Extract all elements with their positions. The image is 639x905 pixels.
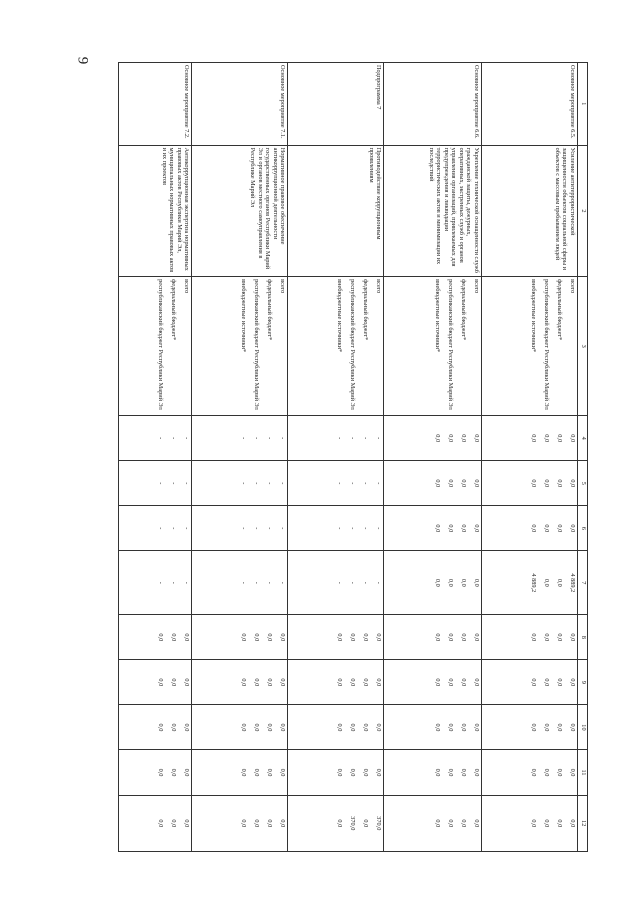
amount-value: 0,0 — [543, 434, 550, 443]
amount-value: 0,0 — [446, 723, 454, 732]
amount-value: - — [183, 437, 191, 440]
amount-value: 0,0 — [433, 524, 441, 533]
amount-value: 0,0 — [472, 768, 480, 777]
amount-value: 0,0 — [569, 723, 576, 732]
amount-value: 0,0 — [556, 578, 563, 587]
amount-value: - — [336, 527, 344, 530]
column-header: 10 — [578, 705, 588, 750]
amount-value: 0,0 — [253, 819, 261, 828]
amount-value: - — [170, 581, 178, 584]
amount-cell — [192, 750, 288, 795]
amount-value: - — [362, 527, 370, 530]
program-title-cell: Противодействие коррупционным проявлениям — [288, 145, 384, 277]
funding-source-cell — [119, 277, 192, 416]
amount-cell — [384, 551, 481, 615]
amount-value: 0,0 — [472, 578, 480, 587]
amount-value: 0,0 — [279, 723, 287, 732]
funding-source-name: федеральный бюджет* — [362, 279, 370, 341]
amount-value: - — [266, 482, 274, 485]
amount-cell — [288, 461, 384, 506]
amount-value: 0,0 — [183, 633, 191, 642]
amount-value: 0,0 — [253, 768, 261, 777]
amount-cell — [288, 615, 384, 660]
amount-value: 0,0 — [556, 524, 563, 533]
amount-value: - — [240, 482, 248, 485]
amount-cell — [481, 795, 577, 851]
amount-cell — [481, 750, 577, 795]
amount-value: - — [266, 437, 274, 440]
amount-value: 0,0 — [459, 633, 467, 642]
amount-value: - — [336, 482, 344, 485]
amount-value: 0,0 — [459, 678, 467, 687]
table-row — [481, 63, 577, 852]
amount-cell — [288, 660, 384, 705]
column-header: 12 — [578, 795, 588, 851]
table-header — [578, 63, 588, 852]
amount-value: 0,0 — [157, 633, 165, 642]
amount-value: 0,0 — [336, 768, 344, 777]
amount-value: - — [336, 437, 344, 440]
amount-value: 0,0 — [556, 678, 563, 687]
program-code-cell: Подпрограмма 7 — [288, 63, 384, 146]
amount-value: 0,0 — [375, 768, 383, 777]
program-code-cell: Основное мероприятие 7.2. — [119, 63, 192, 146]
amount-value: - — [349, 482, 357, 485]
amount-cell — [288, 416, 384, 461]
funding-source-name: федеральный бюджет* — [170, 279, 178, 341]
amount-value: 0,0 — [472, 678, 480, 687]
amount-value: 0,0 — [336, 678, 344, 687]
amount-value: - — [157, 527, 165, 530]
program-code-cell: Основное мероприятие 7.1. — [192, 63, 288, 146]
amount-cell — [288, 506, 384, 551]
amount-cell — [119, 416, 192, 461]
column-header: 9 — [578, 660, 588, 705]
amount-value: 0,0 — [472, 633, 480, 642]
funding-source-cell — [288, 277, 384, 416]
amount-value: 0,0 — [375, 723, 383, 732]
amount-value: - — [279, 437, 287, 440]
amount-value: - — [170, 482, 178, 485]
program-title-cell: Антикоррупционная экспертиза нормативных правовых актов Республики Марий Эл, муниципальных нормативных правовых актов и их проектов — [119, 145, 192, 277]
amount-value: 0,0 — [253, 678, 261, 687]
program-code-cell: Основное мероприятие 6.5. — [481, 63, 577, 146]
amount-value: 0,0 — [362, 768, 370, 777]
amount-value: 0,0 — [459, 578, 467, 587]
funding-source-name: внебюджетные источники* — [530, 279, 537, 353]
program-title-cell: Укрепление технической оснащенности служб гражданской защиты, дежурных, оперативных, экстренных служб и органов управления организаций, привлекаемых для предупреждения и ликвидации террористических актов и минимизации их последствий — [384, 145, 481, 277]
amount-value: - — [170, 527, 178, 530]
amount-cell — [481, 551, 577, 615]
amount-value: 0,0 — [543, 819, 550, 828]
amount-value: 0,0 — [543, 633, 550, 642]
column-header: 11 — [578, 750, 588, 795]
funding-source-name: всего — [472, 279, 480, 294]
amount-value: 0,0 — [556, 633, 563, 642]
amount-value: 0,0 — [240, 723, 248, 732]
amount-cell — [119, 615, 192, 660]
amount-value: 4 889,2 — [569, 573, 576, 593]
amount-value: - — [253, 437, 261, 440]
funding-table — [118, 62, 588, 852]
amount-value: 0,0 — [170, 768, 178, 777]
amount-value: 0,0 — [253, 723, 261, 732]
amount-cell — [384, 795, 481, 851]
table-row — [288, 63, 384, 852]
amount-value: 0,0 — [433, 578, 441, 587]
amount-value: - — [183, 482, 191, 485]
amount-value: 0,0 — [446, 434, 454, 443]
amount-cell — [384, 506, 481, 551]
amount-value: 0,0 — [459, 819, 467, 828]
amount-value: - — [240, 437, 248, 440]
amount-value: 0,0 — [183, 723, 191, 732]
amount-value: 0,0 — [266, 768, 274, 777]
program-code-cell: Основное мероприятие 6.6. — [384, 63, 481, 146]
amount-value: - — [170, 437, 178, 440]
funding-source-name: федеральный бюджет* — [459, 279, 467, 341]
amount-value: 0,0 — [336, 723, 344, 732]
amount-value: - — [362, 437, 370, 440]
amount-value: 0,0 — [530, 819, 537, 828]
funding-source-name: республиканский бюджет Республики Марий Эл — [157, 279, 165, 410]
amount-value: - — [375, 581, 383, 584]
amount-value: 0,0 — [472, 434, 480, 443]
amount-cell — [481, 461, 577, 506]
amount-cell — [384, 750, 481, 795]
amount-value: 0,0 — [446, 819, 454, 828]
amount-value: 0,0 — [349, 633, 357, 642]
amount-cell — [119, 551, 192, 615]
amount-cell — [288, 705, 384, 750]
amount-value: - — [253, 527, 261, 530]
amount-value: - — [375, 527, 383, 530]
amount-value: 0,0 — [433, 678, 441, 687]
amount-value: 0,0 — [569, 434, 576, 443]
amount-value: - — [183, 581, 191, 584]
funding-source-name: всего — [183, 279, 191, 294]
amount-cell — [119, 750, 192, 795]
funding-source-cell — [481, 277, 577, 416]
amount-cell — [192, 660, 288, 705]
amount-value: 0,0 — [349, 678, 357, 687]
column-header: 5 — [578, 461, 588, 506]
amount-value: 0,0 — [279, 633, 287, 642]
amount-cell — [481, 615, 577, 660]
funding-source-name: республиканский бюджет Республики Марий Эл — [446, 279, 454, 410]
amount-value: - — [157, 581, 165, 584]
amount-value: 0,0 — [362, 678, 370, 687]
amount-value: 0,0 — [279, 819, 287, 828]
amount-value: - — [253, 581, 261, 584]
amount-value: - — [375, 482, 383, 485]
funding-source-name: федеральный бюджет* — [266, 279, 274, 341]
funding-source-name: республиканский бюджет Республики Марий Эл — [543, 279, 550, 410]
amount-value: 0,0 — [266, 678, 274, 687]
amount-cell — [192, 461, 288, 506]
amount-value: 0,0 — [569, 633, 576, 642]
page-number: 9 — [74, 56, 91, 65]
amount-value: 0,0 — [362, 723, 370, 732]
amount-value: 0,0 — [253, 633, 261, 642]
amount-cell — [119, 461, 192, 506]
amount-value: 0,0 — [336, 819, 344, 828]
program-title-cell: Усиление антитеррористической защищенности объектов социальной сферы и объектов с массовым пребыванием людей — [481, 145, 577, 277]
amount-cell — [384, 416, 481, 461]
amount-value: - — [183, 527, 191, 530]
amount-value: 0,0 — [266, 819, 274, 828]
funding-source-name: внебюджетные источники* — [240, 279, 248, 353]
amount-value: 0,0 — [362, 819, 370, 828]
amount-value: - — [362, 581, 370, 584]
funding-source-name: федеральный бюджет* — [556, 279, 563, 341]
amount-value: 0,0 — [472, 723, 480, 732]
amount-value: 0,0 — [472, 819, 480, 828]
amount-value: 0,0 — [157, 723, 165, 732]
amount-value: 0,0 — [459, 524, 467, 533]
funding-source-name: всего — [279, 279, 287, 294]
funding-source-name: внебюджетные источники* — [433, 279, 441, 353]
amount-value: 0,0 — [349, 723, 357, 732]
amount-value: - — [240, 581, 248, 584]
amount-cell — [119, 705, 192, 750]
amount-cell — [288, 795, 384, 851]
amount-value: 0,0 — [569, 678, 576, 687]
amount-cell — [119, 506, 192, 551]
amount-cell — [481, 506, 577, 551]
amount-value: - — [362, 482, 370, 485]
amount-value: 0,0 — [543, 578, 550, 587]
amount-value: 0,0 — [157, 819, 165, 828]
amount-value: - — [349, 581, 357, 584]
column-header: 3 — [578, 277, 588, 416]
amount-value: 0,0 — [446, 768, 454, 777]
amount-value: 0,0 — [556, 768, 563, 777]
amount-value: - — [266, 527, 274, 530]
amount-value: 0,0 — [240, 819, 248, 828]
amount-value: - — [336, 581, 344, 584]
amount-value: 0,0 — [266, 633, 274, 642]
amount-value: 0,0 — [336, 633, 344, 642]
column-header: 6 — [578, 506, 588, 551]
amount-value: 0,0 — [279, 768, 287, 777]
funding-source-cell — [192, 277, 288, 416]
amount-value: 0,0 — [170, 723, 178, 732]
amount-value: 0,0 — [543, 678, 550, 687]
amount-value: 0,0 — [556, 479, 563, 488]
header-row — [578, 63, 588, 852]
amount-value: 0,0 — [446, 678, 454, 687]
amount-value: 0,0 — [375, 678, 383, 687]
amount-value: 0,0 — [530, 434, 537, 443]
amount-value: 0,0 — [433, 768, 441, 777]
amount-value: 0,0 — [556, 723, 563, 732]
amount-cell — [384, 615, 481, 660]
amount-value: 0,0 — [170, 819, 178, 828]
funding-source-cell — [384, 277, 481, 416]
column-header: 4 — [578, 416, 588, 461]
amount-value: - — [253, 482, 261, 485]
funding-source-name: республиканский бюджет Республики Марий Эл — [349, 279, 357, 410]
amount-value: 0,0 — [530, 768, 537, 777]
amount-cell — [384, 660, 481, 705]
amount-value: - — [279, 482, 287, 485]
amount-cell — [119, 660, 192, 705]
amount-value: 0,0 — [157, 768, 165, 777]
amount-cell — [192, 795, 288, 851]
amount-value: 4 889,2 — [530, 573, 537, 593]
amount-value: 0,0 — [157, 678, 165, 687]
amount-cell — [192, 506, 288, 551]
amount-value: 0,0 — [240, 678, 248, 687]
amount-value: 0,0 — [446, 524, 454, 533]
amount-value: 0,0 — [459, 723, 467, 732]
amount-value: - — [240, 527, 248, 530]
amount-value: 0,0 — [543, 524, 550, 533]
amount-value: 0,0 — [183, 768, 191, 777]
amount-value: - — [279, 581, 287, 584]
amount-value: 0,0 — [433, 434, 441, 443]
amount-value: - — [157, 482, 165, 485]
amount-value: 0,0 — [446, 578, 454, 587]
program-title-cell: Нормативное правовое обеспечение антикоррупционной деятельности государственных органов Республики Марий Эл и органов местного самоуправления в Республике Марий Эл — [192, 145, 288, 277]
table-row — [119, 63, 192, 852]
amount-cell — [481, 416, 577, 461]
amount-value: - — [266, 581, 274, 584]
column-header: 8 — [578, 615, 588, 660]
amount-value: 0,0 — [349, 768, 357, 777]
amount-value: 0,0 — [433, 819, 441, 828]
funding-source-name: всего — [569, 279, 576, 294]
amount-value: 370,0 — [375, 816, 383, 831]
amount-cell — [192, 551, 288, 615]
amount-value: 0,0 — [459, 434, 467, 443]
amount-value: 0,0 — [446, 633, 454, 642]
amount-value: 0,0 — [362, 633, 370, 642]
amount-value: 0,0 — [543, 479, 550, 488]
amount-cell — [288, 750, 384, 795]
amount-value: 370,0 — [349, 816, 357, 831]
amount-value: 0,0 — [556, 434, 563, 443]
table-row — [192, 63, 288, 852]
amount-value: 0,0 — [170, 633, 178, 642]
amount-value: 0,0 — [459, 768, 467, 777]
amount-cell — [119, 795, 192, 851]
amount-value: 0,0 — [446, 479, 454, 488]
amount-value: 0,0 — [183, 678, 191, 687]
amount-value: 0,0 — [472, 479, 480, 488]
amount-cell — [288, 551, 384, 615]
amount-value: 0,0 — [240, 633, 248, 642]
amount-value: 0,0 — [170, 678, 178, 687]
amount-value: 0,0 — [433, 633, 441, 642]
amount-value: 0,0 — [530, 479, 537, 488]
amount-value: 0,0 — [433, 479, 441, 488]
amount-value: - — [349, 437, 357, 440]
amount-value: 0,0 — [543, 768, 550, 777]
amount-cell — [481, 660, 577, 705]
amount-value: 0,0 — [375, 633, 383, 642]
funding-source-name: всего — [375, 279, 383, 294]
amount-value: 0,0 — [543, 723, 550, 732]
amount-cell — [192, 615, 288, 660]
amount-cell — [192, 416, 288, 461]
amount-cell — [384, 461, 481, 506]
amount-value: 0,0 — [459, 479, 467, 488]
amount-cell — [481, 705, 577, 750]
amount-value: - — [279, 527, 287, 530]
amount-value: 0,0 — [279, 678, 287, 687]
amount-value: 0,0 — [569, 768, 576, 777]
amount-value: 0,0 — [530, 723, 537, 732]
amount-value: 0,0 — [183, 819, 191, 828]
amount-cell — [192, 705, 288, 750]
column-header: 7 — [578, 551, 588, 615]
amount-value: 0,0 — [569, 819, 576, 828]
amount-value: - — [375, 437, 383, 440]
column-header: 2 — [578, 145, 588, 277]
amount-value: 0,0 — [240, 768, 248, 777]
amount-value: 0,0 — [433, 723, 441, 732]
amount-value: 0,0 — [530, 633, 537, 642]
amount-cell — [384, 705, 481, 750]
amount-value: 0,0 — [569, 524, 576, 533]
amount-value: 0,0 — [530, 678, 537, 687]
amount-value: 0,0 — [556, 819, 563, 828]
amount-value: 0,0 — [472, 524, 480, 533]
amount-value: - — [349, 527, 357, 530]
amount-value: 0,0 — [266, 723, 274, 732]
amount-value: - — [157, 437, 165, 440]
table-row — [384, 63, 481, 852]
amount-value: 0,0 — [530, 524, 537, 533]
column-header: 1 — [578, 63, 588, 146]
funding-source-name: внебюджетные источники* — [336, 279, 344, 353]
funding-source-name: республиканский бюджет Республики Марий Эл — [253, 279, 261, 410]
table-body — [119, 63, 578, 852]
amount-value: 0,0 — [569, 479, 576, 488]
